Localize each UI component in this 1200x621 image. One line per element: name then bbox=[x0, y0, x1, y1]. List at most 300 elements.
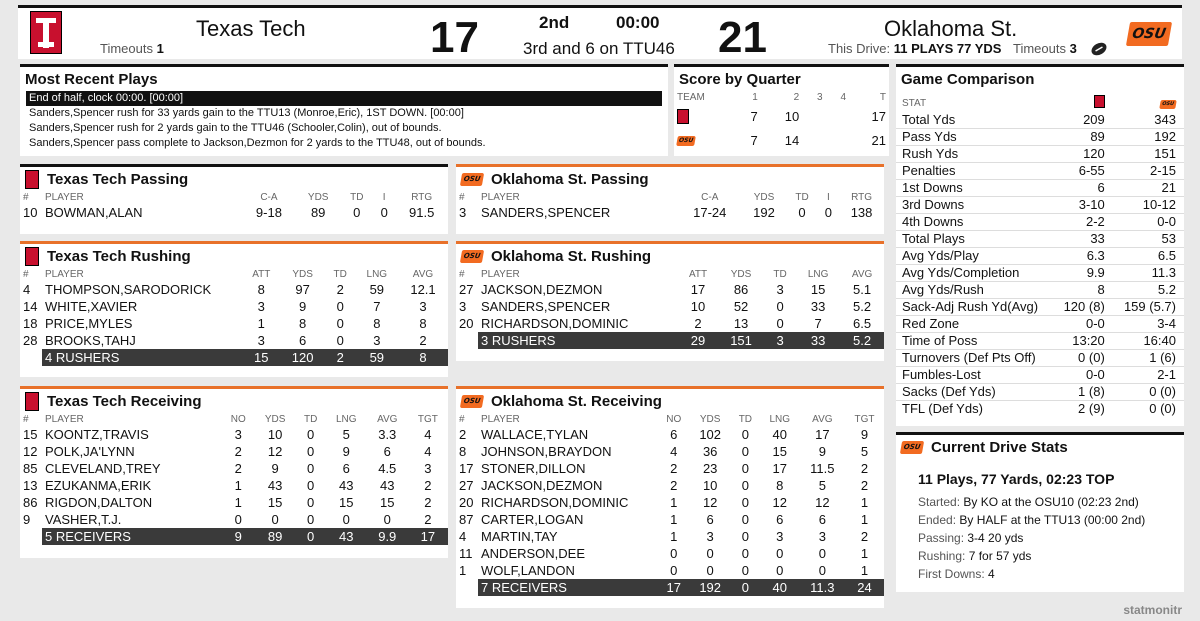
stat-table bbox=[456, 268, 884, 349]
sbq-header-q2: 2 bbox=[793, 92, 800, 103]
oklahoma-state-logo: OSU bbox=[460, 250, 484, 263]
column-header: PLAYER bbox=[45, 192, 84, 203]
column-header: TGT bbox=[417, 414, 438, 425]
totals-row bbox=[20, 528, 448, 545]
table-cell: 0 bbox=[670, 563, 678, 578]
game-clock: 00:00 bbox=[616, 13, 660, 32]
totals-spacer bbox=[20, 528, 42, 545]
table-cell: 0 bbox=[741, 529, 749, 544]
table-cell: 0 bbox=[824, 205, 833, 220]
drive-started: Started: By KO at the OSU10 (02:23 2nd) bbox=[918, 495, 1139, 509]
drive-ended: Ended: By HALF at the TTU13 (00:00 2nd) bbox=[918, 513, 1146, 527]
stat-table bbox=[456, 191, 884, 221]
column-header: LNG bbox=[366, 269, 388, 280]
totals-spacer bbox=[20, 349, 42, 366]
table-cell: 1 bbox=[257, 316, 265, 331]
table-cell: 0 bbox=[234, 512, 242, 527]
comparison-value-oklahoma-state: 53 bbox=[1115, 230, 1184, 247]
drive-first-downs: First Downs: 4 bbox=[918, 567, 995, 581]
column-header: LNG bbox=[769, 414, 791, 425]
table-cell: 23 bbox=[702, 461, 718, 476]
comparison-value-texas-tech: 209 bbox=[1083, 111, 1105, 127]
column-header: TGT bbox=[854, 414, 875, 425]
comparison-value-oklahoma-state: 11.3 bbox=[1115, 264, 1184, 281]
table-cell: 85 bbox=[23, 461, 38, 476]
stat-table bbox=[20, 191, 448, 221]
possession-football-icon bbox=[1089, 40, 1108, 58]
comparison-row bbox=[896, 179, 1184, 196]
column-header: ATT bbox=[688, 269, 708, 280]
stat-panel-header bbox=[456, 389, 884, 413]
table-cell: 8 bbox=[299, 316, 307, 331]
column-header: TD bbox=[350, 192, 364, 203]
stat-panel-title: Texas Tech Receiving bbox=[47, 392, 202, 410]
table-cell: STONER,DILLON bbox=[481, 461, 586, 476]
totals-cell: 17 bbox=[658, 579, 689, 596]
table-cell: 7 bbox=[814, 316, 822, 331]
table-cell: THOMPSON,SARODORICK bbox=[45, 282, 212, 297]
comparison-stat-name: Fumbles-Lost bbox=[896, 366, 1055, 383]
comparison-value-oklahoma-state: 21 bbox=[1115, 179, 1184, 196]
stat-table bbox=[20, 413, 448, 545]
oklahoma-state-rushing-panel bbox=[456, 241, 884, 361]
table-cell: 2 bbox=[860, 529, 869, 544]
table-row bbox=[456, 298, 884, 315]
table-row bbox=[20, 443, 448, 460]
table-cell: 10 bbox=[267, 427, 283, 442]
totals-spacer bbox=[456, 332, 478, 349]
sbq-cell bbox=[826, 104, 849, 128]
table-cell: 5 bbox=[342, 427, 350, 442]
score-by-quarter-table bbox=[674, 91, 889, 152]
table-row bbox=[456, 426, 884, 443]
table-cell: 12 bbox=[23, 444, 38, 459]
current-drive-stats-header bbox=[896, 435, 1184, 459]
comparison-stat-name: Total Yds bbox=[902, 111, 956, 127]
comparison-value-texas-tech: 13:20 bbox=[1055, 332, 1115, 349]
table-row bbox=[456, 281, 884, 298]
table-cell: 2 bbox=[234, 461, 242, 476]
table-cell: 0 bbox=[741, 495, 749, 510]
table-cell: 0 bbox=[741, 427, 749, 442]
table-cell: 3 bbox=[419, 299, 427, 314]
table-cell: 4 bbox=[424, 444, 432, 459]
table-row bbox=[20, 511, 448, 528]
comparison-stat-name: Sacks (Def Yds) bbox=[896, 383, 1055, 400]
table-row bbox=[456, 204, 884, 221]
comparison-row bbox=[896, 128, 1184, 145]
table-cell: 1 bbox=[860, 495, 869, 510]
table-cell: 2 bbox=[694, 316, 702, 331]
stat-panel-title: Oklahoma St. Passing bbox=[491, 170, 649, 188]
table-row bbox=[456, 477, 884, 494]
table-cell: 12 bbox=[702, 495, 718, 510]
totals-row bbox=[456, 332, 884, 349]
table-cell: 12 bbox=[772, 495, 787, 510]
table-cell: 5 bbox=[860, 444, 869, 459]
table-cell: 3 bbox=[257, 333, 265, 348]
table-cell: 3 bbox=[776, 529, 784, 544]
column-header: ATT bbox=[252, 269, 271, 280]
table-cell: 6 bbox=[818, 512, 826, 527]
table-cell: 59 bbox=[369, 282, 385, 297]
sbq-cell: 7 bbox=[750, 132, 758, 148]
table-cell: 17 bbox=[459, 461, 474, 476]
column-header: # bbox=[459, 192, 465, 203]
table-cell: 4 bbox=[459, 529, 467, 544]
comparison-stat-name: Avg Yds/Completion bbox=[896, 264, 1055, 281]
table-cell: 0 bbox=[353, 205, 361, 220]
column-header: PLAYER bbox=[481, 269, 520, 280]
table-cell: 10 bbox=[702, 478, 718, 493]
table-cell: 4 bbox=[670, 444, 678, 459]
table-cell: 0 bbox=[336, 299, 344, 314]
table-cell: 1 bbox=[670, 495, 678, 510]
table-row bbox=[20, 298, 448, 315]
comparison-value-texas-tech: 120 bbox=[1055, 145, 1115, 162]
table-cell: WOLF,LANDON bbox=[481, 563, 575, 578]
table-cell: 0 bbox=[741, 546, 749, 561]
table-cell: RICHARDSON,DOMINIC bbox=[481, 495, 629, 510]
texas-tech-receiving-panel bbox=[20, 386, 448, 558]
column-header: YDS bbox=[699, 414, 721, 425]
comparison-value-texas-tech: 33 bbox=[1055, 230, 1115, 247]
table-cell: SANDERS,SPENCER bbox=[481, 299, 611, 314]
table-cell: 1 bbox=[234, 495, 242, 510]
totals-cell: 7 RECEIVERS bbox=[478, 579, 658, 596]
comparison-value-texas-tech: 6.3 bbox=[1055, 247, 1115, 264]
totals-cell: 43 bbox=[326, 528, 367, 545]
comparison-row bbox=[896, 315, 1184, 332]
table-cell: 8 bbox=[419, 316, 427, 331]
table-cell: 17 bbox=[772, 461, 787, 476]
table-cell: EZUKANMA,ERIK bbox=[45, 478, 152, 493]
gc-header-stat: STAT bbox=[902, 97, 927, 109]
table-cell: 0 bbox=[706, 546, 714, 561]
table-cell: 15 bbox=[772, 444, 787, 459]
drive-rushing: Rushing: 7 for 57 yds bbox=[918, 549, 1032, 563]
oklahoma-state-logo: OSU bbox=[460, 173, 484, 186]
comparison-value-texas-tech: 2 (9) bbox=[1055, 400, 1115, 417]
column-header: NO bbox=[666, 414, 682, 425]
comparison-value-oklahoma-state: 10-12 bbox=[1115, 196, 1184, 213]
oklahoma-state-logo: OSU bbox=[676, 136, 696, 146]
stat-panel-header bbox=[456, 244, 884, 268]
comparison-row bbox=[896, 264, 1184, 281]
table-cell: 3 bbox=[776, 282, 784, 297]
comparison-value-texas-tech: 120 (8) bbox=[1055, 298, 1115, 315]
table-cell: 0 bbox=[307, 495, 315, 510]
table-cell: 0 bbox=[776, 316, 784, 331]
table-row bbox=[20, 460, 448, 477]
totals-cell: 89 bbox=[255, 528, 296, 545]
table-cell: 3.3 bbox=[378, 427, 397, 442]
comparison-row bbox=[896, 196, 1184, 213]
scoreboard bbox=[18, 5, 1182, 62]
table-cell: 15 bbox=[810, 282, 826, 297]
column-header: YDS bbox=[292, 269, 313, 280]
table-cell: 12 bbox=[267, 444, 283, 459]
table-cell: 9 bbox=[271, 461, 279, 476]
table-cell: 11.5 bbox=[810, 461, 835, 476]
column-header: PLAYER bbox=[481, 414, 520, 425]
table-cell: 3 bbox=[234, 427, 242, 442]
table-cell: 3 bbox=[257, 299, 265, 314]
table-cell: 1 bbox=[670, 529, 678, 544]
table-cell: 9-18 bbox=[255, 205, 282, 220]
table-cell: 2 bbox=[860, 461, 869, 476]
table-cell: 15 bbox=[23, 427, 38, 442]
column-header: TD bbox=[304, 414, 318, 425]
table-cell: 6 bbox=[299, 333, 307, 348]
away-score: 21 bbox=[718, 13, 767, 62]
column-header: LNG bbox=[807, 269, 829, 280]
comparison-value-oklahoma-state: 5.2 bbox=[1115, 281, 1184, 298]
comparison-row bbox=[896, 281, 1184, 298]
table-cell: 0 bbox=[336, 316, 344, 331]
totals-cell: 9.9 bbox=[367, 528, 408, 545]
totals-cell: 9 bbox=[222, 528, 255, 545]
totals-cell: 15 bbox=[242, 349, 281, 366]
oklahoma-state-logo: OSU bbox=[460, 395, 484, 408]
table-cell: 5.2 bbox=[853, 299, 872, 314]
table-cell: 9 bbox=[23, 512, 31, 527]
table-cell: 6.5 bbox=[853, 316, 872, 331]
comparison-value-oklahoma-state: 0 (0) bbox=[1115, 400, 1184, 417]
comparison-stat-name: Avg Yds/Play bbox=[896, 247, 1055, 264]
table-cell: 8 bbox=[776, 478, 784, 493]
table-cell: VASHER,T.J. bbox=[45, 512, 122, 527]
table-cell: 20 bbox=[459, 316, 474, 331]
column-header: PLAYER bbox=[481, 192, 520, 203]
table-cell: POLK,JA'LYNN bbox=[45, 444, 135, 459]
texas-tech-logo bbox=[677, 109, 689, 124]
statmonitr-logo: statmonitr bbox=[1123, 603, 1182, 617]
comparison-stat-name: Pass Yds bbox=[896, 128, 1055, 145]
column-header: TD bbox=[738, 414, 753, 425]
table-cell: JOHNSON,BRAYDON bbox=[481, 444, 612, 459]
table-row bbox=[456, 494, 884, 511]
oklahoma-state-receiving-panel bbox=[456, 386, 884, 608]
table-cell: 2 bbox=[424, 512, 432, 527]
table-cell: 0 bbox=[307, 444, 315, 459]
stat-panel-title: Texas Tech Passing bbox=[47, 170, 189, 188]
comparison-value-texas-tech: 89 bbox=[1055, 128, 1115, 145]
table-cell: 6 bbox=[670, 427, 678, 442]
stat-panel-title: Texas Tech Rushing bbox=[47, 247, 191, 265]
comparison-row bbox=[896, 247, 1184, 264]
table-cell: 14 bbox=[23, 299, 38, 314]
table-cell: 2 bbox=[670, 461, 678, 476]
table-cell: 15 bbox=[380, 495, 395, 510]
table-cell: 9 bbox=[342, 444, 350, 459]
table-cell: 17 bbox=[815, 427, 830, 442]
table-cell: 0 bbox=[380, 205, 388, 220]
table-cell: 89 bbox=[310, 205, 326, 220]
gc-header-oklahoma-state bbox=[1115, 95, 1184, 111]
totals-row bbox=[20, 349, 448, 366]
table-cell: 3 bbox=[818, 529, 826, 544]
comparison-value-texas-tech: 1 (8) bbox=[1055, 383, 1115, 400]
comparison-row bbox=[896, 349, 1184, 366]
table-cell: CARTER,LOGAN bbox=[481, 512, 584, 527]
table-cell: 6 bbox=[383, 444, 391, 459]
comparison-value-oklahoma-state: 0-0 bbox=[1115, 213, 1184, 230]
comparison-stat-name: Time of Poss bbox=[896, 332, 1055, 349]
comparison-value-oklahoma-state: 343 bbox=[1154, 111, 1176, 127]
sbq-cell bbox=[802, 128, 825, 152]
comparison-row bbox=[896, 366, 1184, 383]
comparison-value-texas-tech: 0-0 bbox=[1055, 366, 1115, 383]
comparison-row bbox=[896, 332, 1184, 349]
gc-header-texas-tech bbox=[1055, 95, 1115, 111]
comparison-stat-name: Total Plays bbox=[896, 230, 1055, 247]
table-cell: 102 bbox=[699, 427, 722, 442]
totals-cell: 5 RECEIVERS bbox=[42, 528, 222, 545]
totals-cell: 151 bbox=[718, 332, 764, 349]
table-cell: 0 bbox=[741, 512, 749, 527]
stat-panel-header bbox=[20, 389, 448, 413]
table-cell: 4.5 bbox=[378, 461, 397, 476]
table-cell: 0 bbox=[307, 427, 315, 442]
table-row bbox=[456, 528, 884, 545]
drive-summary: 11 Plays, 77 Yards, 02:23 TOP bbox=[918, 471, 1115, 487]
table-cell: 3 bbox=[706, 529, 714, 544]
column-header: # bbox=[459, 414, 465, 425]
column-header: RTG bbox=[411, 192, 433, 203]
texas-tech-logo bbox=[25, 392, 39, 411]
table-cell: 91.5 bbox=[409, 205, 435, 220]
stat-panel-title: Oklahoma St. Rushing bbox=[491, 247, 652, 265]
comparison-value-texas-tech: 9.9 bbox=[1055, 264, 1115, 281]
table-cell: 2 bbox=[424, 478, 432, 493]
table-row bbox=[456, 545, 884, 562]
sbq-header-q3: 3 bbox=[817, 92, 823, 103]
stat-table bbox=[456, 413, 884, 596]
table-cell: 10 bbox=[23, 205, 38, 220]
totals-cell: 29 bbox=[678, 332, 718, 349]
sbq-cell: 10 bbox=[784, 108, 800, 124]
table-cell: 2 bbox=[670, 478, 678, 493]
comparison-value-oklahoma-state: 159 (5.7) bbox=[1115, 298, 1184, 315]
table-cell: 6 bbox=[706, 512, 714, 527]
play-item: Sanders,Spencer rush for 2 yards gain to the TTU46 (Schooler,Colin), out of bounds. bbox=[29, 122, 442, 134]
table-row bbox=[456, 460, 884, 477]
comparison-stat-name: 4th Downs bbox=[896, 213, 1055, 230]
table-row bbox=[456, 443, 884, 460]
table-row bbox=[20, 426, 448, 443]
totals-cell: 8 bbox=[398, 349, 448, 366]
game-quarter: 2nd bbox=[539, 13, 570, 32]
column-header: PLAYER bbox=[45, 269, 84, 280]
totals-cell: 11.3 bbox=[800, 579, 845, 596]
comparison-value-oklahoma-state: 192 bbox=[1115, 128, 1184, 145]
stat-table bbox=[20, 268, 448, 366]
comparison-value-oklahoma-state: 1 (6) bbox=[1115, 349, 1184, 366]
comparison-row bbox=[896, 162, 1184, 179]
comparison-value-oklahoma-state: 0 (0) bbox=[1115, 383, 1184, 400]
comparison-stat-name: Penalties bbox=[896, 162, 1055, 179]
most-recent-plays-title: Most Recent Plays bbox=[25, 70, 158, 88]
stat-panel-header bbox=[20, 167, 448, 191]
table-cell: SANDERS,SPENCER bbox=[481, 205, 611, 220]
comparison-value-texas-tech: 0 (0) bbox=[1055, 349, 1115, 366]
most-recent-plays-panel bbox=[20, 64, 668, 156]
comparison-stat-name: 1st Downs bbox=[896, 179, 1055, 196]
table-cell: 6 bbox=[342, 461, 350, 476]
down-distance: 3rd and 6 on TTU46 bbox=[523, 39, 675, 58]
texas-tech-logo bbox=[30, 11, 62, 54]
comparison-row bbox=[896, 230, 1184, 247]
totals-cell: 120 bbox=[281, 349, 325, 366]
table-cell: ANDERSON,DEE bbox=[481, 546, 586, 561]
table-cell: 3 bbox=[459, 299, 467, 314]
table-cell: 0 bbox=[336, 333, 344, 348]
table-cell: 13 bbox=[23, 478, 38, 493]
table-cell: 0 bbox=[818, 546, 826, 561]
table-row bbox=[20, 315, 448, 332]
texas-tech-logo bbox=[25, 170, 39, 189]
oklahoma-state-logo: OSU bbox=[1159, 100, 1177, 109]
column-header: PLAYER bbox=[45, 414, 84, 425]
table-cell: 138 bbox=[850, 205, 873, 220]
comparison-stat-name: Rush Yds bbox=[896, 145, 1055, 162]
comparison-stat-name: Sack-Adj Rush Yd(Avg) bbox=[896, 298, 1055, 315]
table-cell: 0 bbox=[741, 563, 749, 578]
table-cell: 0 bbox=[776, 563, 784, 578]
game-comparison-panel bbox=[896, 64, 1184, 426]
totals-row bbox=[456, 579, 884, 596]
column-header: RTG bbox=[851, 192, 873, 203]
table-cell: 8 bbox=[257, 282, 265, 297]
totals-cell: 3 bbox=[764, 332, 796, 349]
table-cell: 1 bbox=[670, 512, 678, 527]
table-cell: 2 bbox=[424, 495, 432, 510]
table-cell: 27 bbox=[459, 282, 474, 297]
totals-cell: 59 bbox=[356, 349, 398, 366]
totals-spacer bbox=[456, 579, 478, 596]
table-cell: 1 bbox=[860, 546, 869, 561]
drive-passing: Passing: 3-4 20 yds bbox=[918, 531, 1024, 545]
totals-cell: 5.2 bbox=[840, 332, 884, 349]
comparison-row bbox=[896, 400, 1184, 417]
game-comparison-title: Game Comparison bbox=[901, 70, 1035, 88]
table-cell: 1 bbox=[860, 563, 869, 578]
comparison-value-texas-tech: 3-10 bbox=[1055, 196, 1115, 213]
sbq-header-q1: 1 bbox=[752, 92, 758, 103]
totals-cell: 0 bbox=[296, 528, 326, 545]
stat-panel-header bbox=[20, 244, 448, 268]
table-cell: 86 bbox=[23, 495, 38, 510]
column-header: AVG bbox=[377, 414, 398, 425]
comparison-value-texas-tech: 2-2 bbox=[1055, 213, 1115, 230]
table-cell: 5 bbox=[818, 478, 826, 493]
column-header: AVG bbox=[812, 414, 833, 425]
table-row bbox=[456, 511, 884, 528]
table-cell: BROOKS,TAHJ bbox=[45, 333, 136, 348]
comparison-value-texas-tech: 6-55 bbox=[1055, 162, 1115, 179]
column-header: I bbox=[382, 192, 386, 203]
table-cell: 0 bbox=[307, 478, 315, 493]
comparison-stat-name: 3rd Downs bbox=[896, 196, 1055, 213]
table-cell: 0 bbox=[776, 299, 784, 314]
table-cell: 2 bbox=[336, 282, 344, 297]
table-cell: 52 bbox=[733, 299, 749, 314]
table-cell: MARTIN,TAY bbox=[481, 529, 558, 544]
table-cell: 0 bbox=[798, 205, 806, 220]
totals-cell: 17 bbox=[408, 528, 448, 545]
table-cell: 9 bbox=[299, 299, 307, 314]
